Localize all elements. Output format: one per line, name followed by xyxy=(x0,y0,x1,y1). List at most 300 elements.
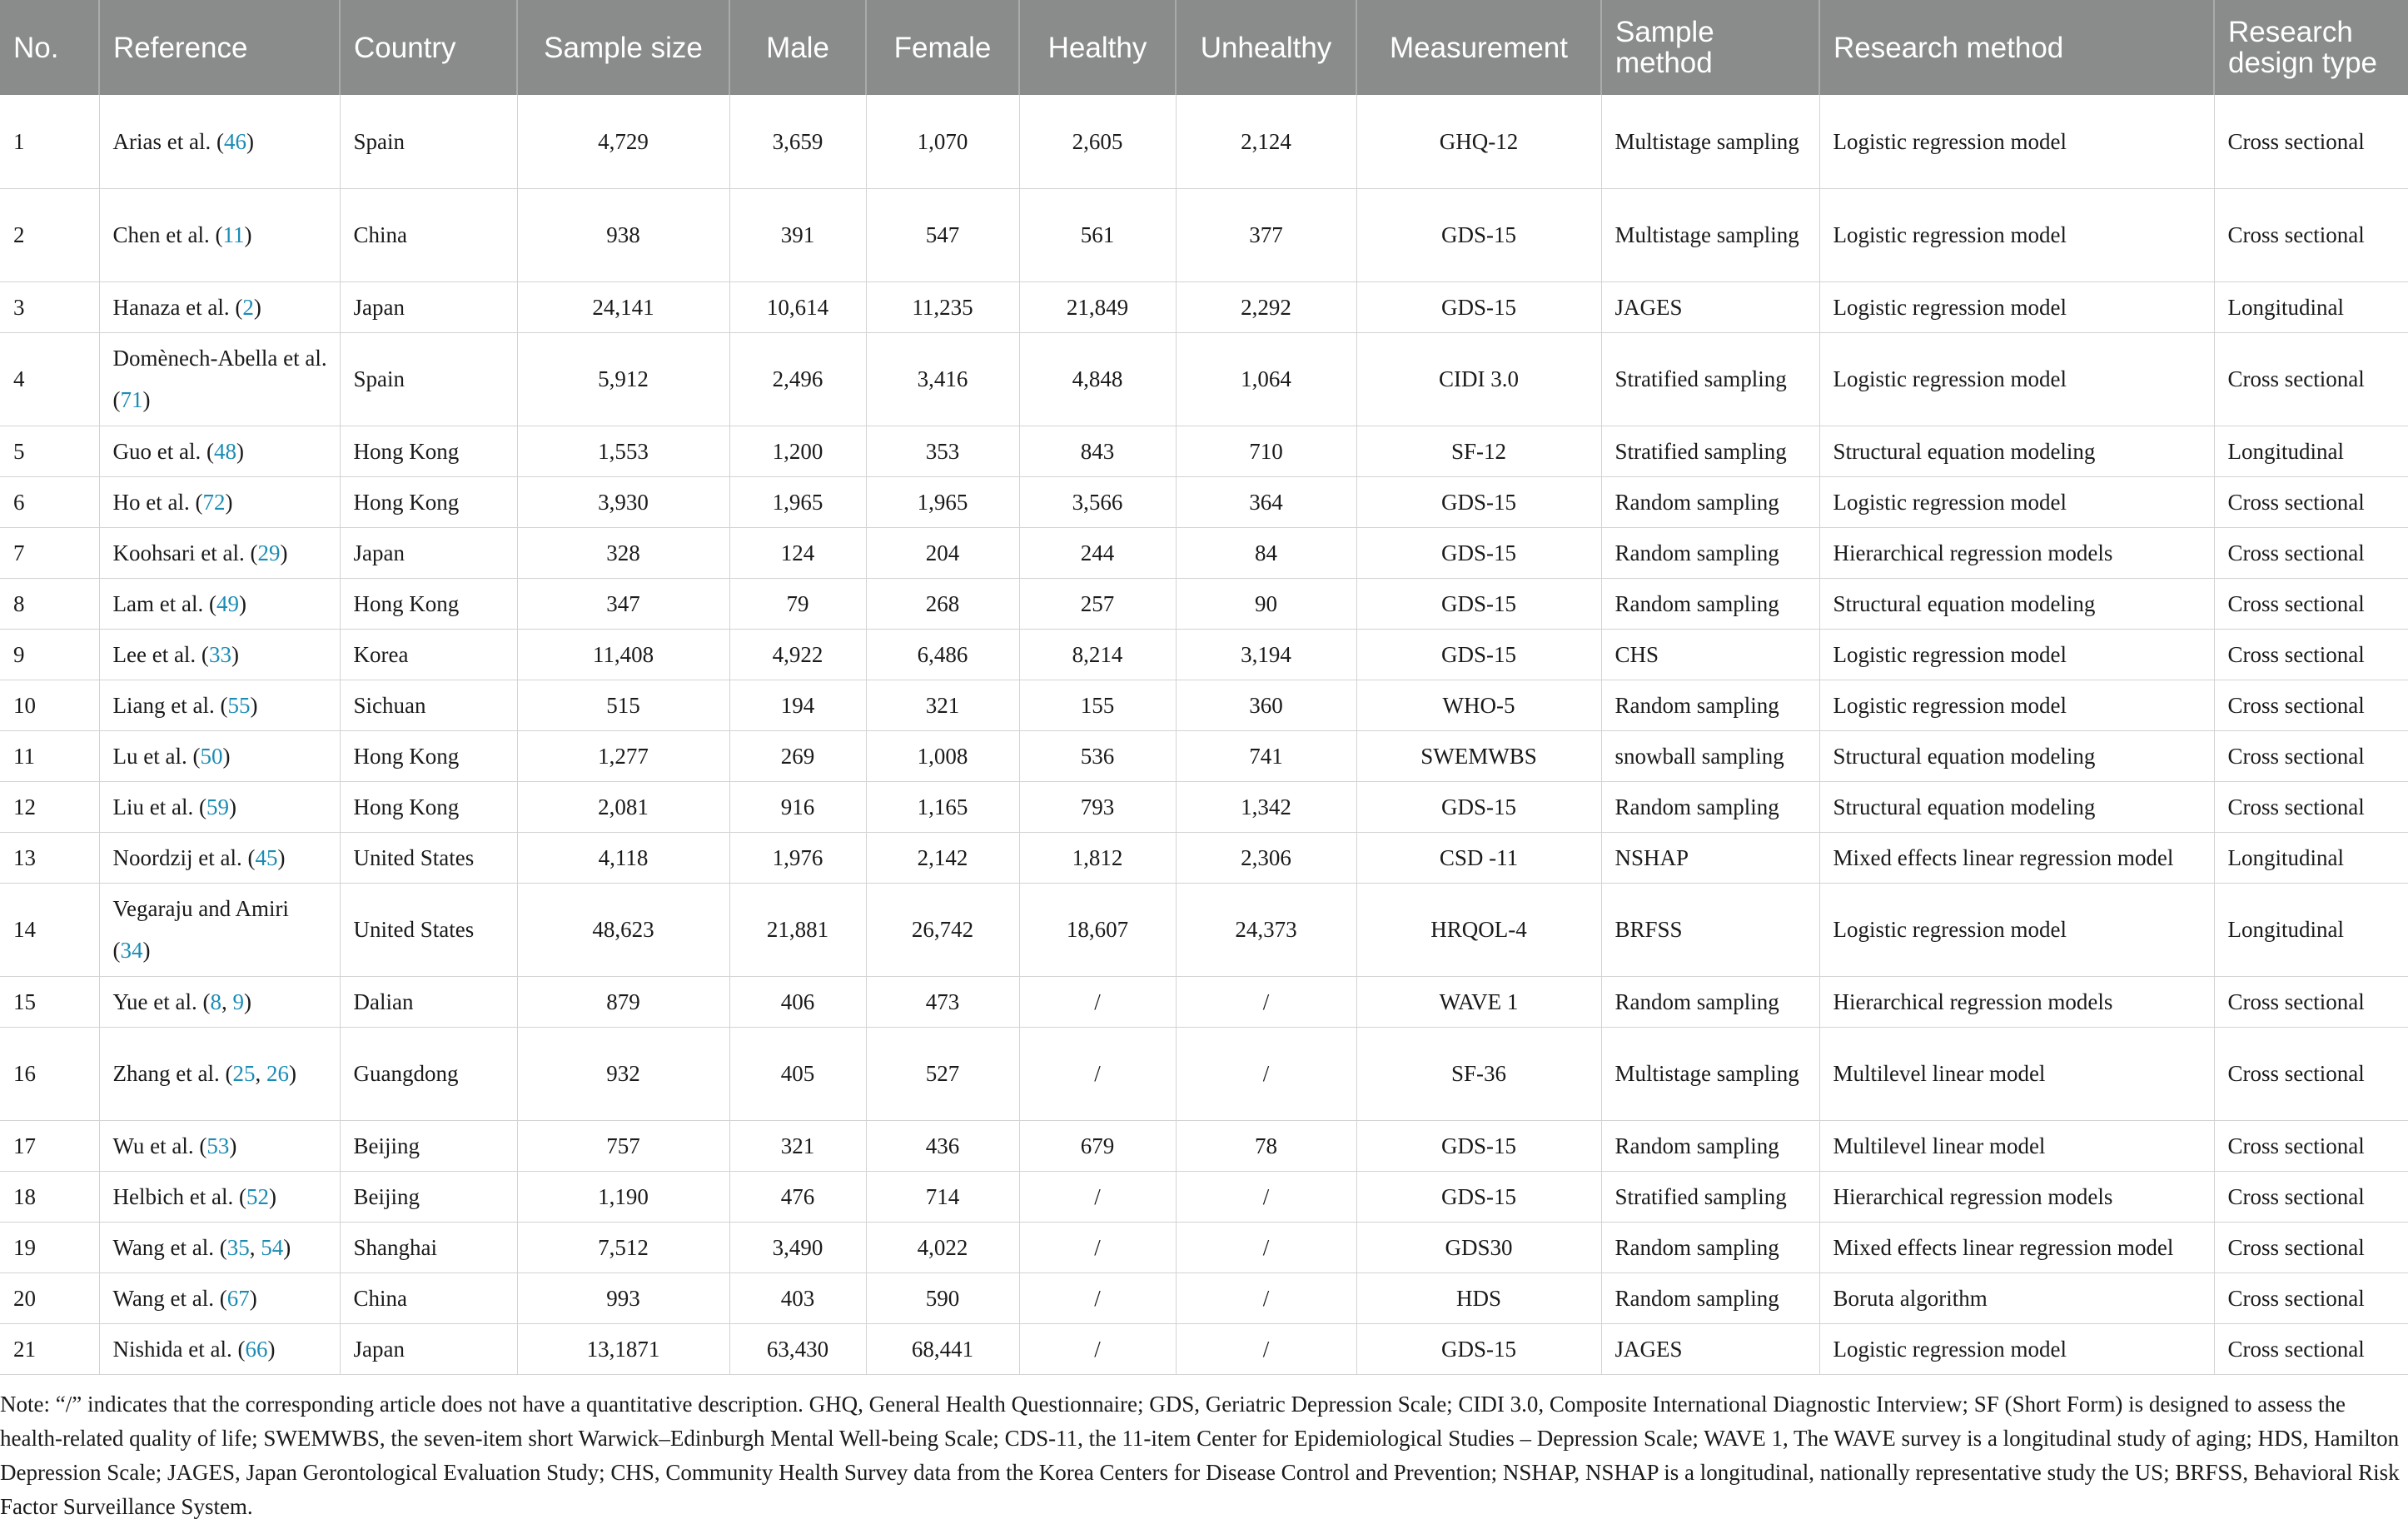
cell-sample-method: Random sampling xyxy=(1601,976,1819,1027)
cell-research-method: Mixed effects linear regression model xyxy=(1819,1222,2214,1272)
header-row xyxy=(0,0,2408,95)
cell-female: 3,416 xyxy=(866,332,1019,426)
cell-no: 1 xyxy=(0,95,99,188)
cell-healthy: 536 xyxy=(1019,730,1176,781)
cell-reference: Yue et al. (8, 9) xyxy=(99,976,340,1027)
cell-unhealthy: 2,124 xyxy=(1176,95,1356,188)
cell-healthy: / xyxy=(1019,1027,1176,1120)
reference-author: Guo et al. ( xyxy=(112,438,214,464)
cell-country: Shanghai xyxy=(340,1222,517,1272)
table-row xyxy=(0,976,2408,1027)
cell-country: Spain xyxy=(340,95,517,188)
citation-link[interactable]: 25 xyxy=(232,1061,256,1086)
reference-author: Wang et al. ( xyxy=(112,1234,227,1260)
cell-healthy: 21,849 xyxy=(1019,281,1176,332)
col-header-male: Male xyxy=(729,0,866,95)
table-row xyxy=(0,476,2408,527)
cell-female: 473 xyxy=(866,976,1019,1027)
cell-design-type: Cross sectional xyxy=(2214,629,2408,680)
cell-unhealthy: 377 xyxy=(1176,188,1356,281)
cell-unhealthy: / xyxy=(1176,1222,1356,1272)
cell-measurement: GDS30 xyxy=(1356,1222,1601,1272)
cell-healthy: / xyxy=(1019,976,1176,1027)
cell-reference: Zhang et al. (25, 26) xyxy=(99,1027,340,1120)
col-header-no: No. xyxy=(0,0,99,95)
cell-reference: Wu et al. (53) xyxy=(99,1120,340,1171)
col-header-female: Female xyxy=(866,0,1019,95)
cell-reference: Lu et al. (50) xyxy=(99,730,340,781)
cell-reference: Vegaraju and Amiri (34) xyxy=(99,883,340,976)
cell-country: Beijing xyxy=(340,1171,517,1222)
cell-male: 194 xyxy=(729,680,866,730)
cell-no: 15 xyxy=(0,976,99,1027)
cell-reference: Domènech-Abella et al. (71) xyxy=(99,332,340,426)
cell-male: 1,965 xyxy=(729,476,866,527)
cell-sample-method: Multistage sampling xyxy=(1601,188,1819,281)
cell-unhealthy: 364 xyxy=(1176,476,1356,527)
cell-sample-method: Random sampling xyxy=(1601,527,1819,578)
cell-sample-size: 5,912 xyxy=(517,332,729,426)
table-row xyxy=(0,426,2408,476)
cell-sample-method: Stratified sampling xyxy=(1601,1171,1819,1222)
cell-no: 9 xyxy=(0,629,99,680)
cell-measurement: GDS-15 xyxy=(1356,629,1601,680)
cell-sample-method: JAGES xyxy=(1601,281,1819,332)
cell-design-type: Longitudinal xyxy=(2214,281,2408,332)
table-row xyxy=(0,188,2408,281)
cell-country: Beijing xyxy=(340,1120,517,1171)
col-header-reference: Reference xyxy=(99,0,340,95)
cell-no: 3 xyxy=(0,281,99,332)
cell-research-method: Logistic regression model xyxy=(1819,95,2214,188)
cell-reference: Wang et al. (35, 54) xyxy=(99,1222,340,1272)
citation-link[interactable]: 52 xyxy=(246,1183,269,1209)
cell-research-method: Logistic regression model xyxy=(1819,1323,2214,1374)
cell-sample-method: BRFSS xyxy=(1601,883,1819,976)
cell-female: 714 xyxy=(866,1171,1019,1222)
cell-healthy: 2,605 xyxy=(1019,95,1176,188)
cell-unhealthy: 2,292 xyxy=(1176,281,1356,332)
cell-male: 79 xyxy=(729,578,866,629)
cell-measurement: GDS-15 xyxy=(1356,476,1601,527)
cell-female: 321 xyxy=(866,680,1019,730)
cell-research-method: Logistic regression model xyxy=(1819,883,2214,976)
cell-sample-method: snowball sampling xyxy=(1601,730,1819,781)
citation-link[interactable]: 59 xyxy=(206,794,229,819)
cell-country: Korea xyxy=(340,629,517,680)
cell-sample-size: 328 xyxy=(517,527,729,578)
cell-research-method: Logistic regression model xyxy=(1819,188,2214,281)
cell-male: 4,922 xyxy=(729,629,866,680)
cell-female: 590 xyxy=(866,1272,1019,1323)
citation-link[interactable]: 11 xyxy=(222,222,245,247)
cell-research-method: Structural equation modeling xyxy=(1819,426,2214,476)
reference-author: Domènech-Abella et al. ( xyxy=(112,346,327,412)
cell-measurement: SWEMWBS xyxy=(1356,730,1601,781)
cell-no: 2 xyxy=(0,188,99,281)
cell-research-method: Structural equation modeling xyxy=(1819,730,2214,781)
cell-male: 405 xyxy=(729,1027,866,1120)
cell-sample-method: CHS xyxy=(1601,629,1819,680)
table-row xyxy=(0,1120,2408,1171)
cell-research-method: Logistic regression model xyxy=(1819,680,2214,730)
cell-unhealthy: / xyxy=(1176,1171,1356,1222)
citation-link[interactable]: 35 xyxy=(226,1234,250,1260)
cell-no: 10 xyxy=(0,680,99,730)
cell-research-method: Logistic regression model xyxy=(1819,629,2214,680)
cell-design-type: Cross sectional xyxy=(2214,781,2408,832)
cell-unhealthy: / xyxy=(1176,976,1356,1027)
cell-research-method: Multilevel linear model xyxy=(1819,1027,2214,1120)
cell-no: 18 xyxy=(0,1171,99,1222)
cell-measurement: CSD -11 xyxy=(1356,832,1601,883)
citation-link[interactable]: 45 xyxy=(255,844,278,870)
cell-male: 3,659 xyxy=(729,95,866,188)
cell-research-method: Boruta algorithm xyxy=(1819,1272,2214,1323)
cell-no: 8 xyxy=(0,578,99,629)
reference-author: Ho et al. ( xyxy=(112,489,203,515)
cell-unhealthy: 78 xyxy=(1176,1120,1356,1171)
cell-sample-size: 13,1871 xyxy=(517,1323,729,1374)
cell-sample-method: Stratified sampling xyxy=(1601,332,1819,426)
citation-link[interactable]: 46 xyxy=(223,128,246,154)
cell-measurement: HDS xyxy=(1356,1272,1601,1323)
table-row xyxy=(0,1323,2408,1374)
citation-link[interactable]: 67 xyxy=(226,1285,250,1311)
col-header-measurement: Measurement xyxy=(1356,0,1601,95)
cell-country: Hong Kong xyxy=(340,578,517,629)
cell-sample-size: 48,623 xyxy=(517,883,729,976)
cell-reference: Lam et al. (49) xyxy=(99,578,340,629)
cell-no: 5 xyxy=(0,426,99,476)
cell-design-type: Cross sectional xyxy=(2214,976,2408,1027)
cell-sample-method: Random sampling xyxy=(1601,1222,1819,1272)
cell-research-method: Hierarchical regression models xyxy=(1819,527,2214,578)
cell-measurement: WAVE 1 xyxy=(1356,976,1601,1027)
cell-female: 527 xyxy=(866,1027,1019,1120)
cell-reference: Arias et al. (46) xyxy=(99,95,340,188)
cell-male: 406 xyxy=(729,976,866,1027)
cell-reference: Nishida et al. (66) xyxy=(99,1323,340,1374)
cell-measurement: GDS-15 xyxy=(1356,1323,1601,1374)
cell-male: 124 xyxy=(729,527,866,578)
cell-male: 916 xyxy=(729,781,866,832)
table-row xyxy=(0,1272,2408,1323)
cell-no: 12 xyxy=(0,781,99,832)
citation-link[interactable]: 49 xyxy=(216,590,239,616)
cell-sample-method: Random sampling xyxy=(1601,680,1819,730)
cell-sample-method: Random sampling xyxy=(1601,476,1819,527)
table-row xyxy=(0,95,2408,188)
cell-female: 436 xyxy=(866,1120,1019,1171)
cell-measurement: SF-36 xyxy=(1356,1027,1601,1120)
cell-reference: Liu et al. (59) xyxy=(99,781,340,832)
cell-sample-method: JAGES xyxy=(1601,1323,1819,1374)
cell-measurement: GDS-15 xyxy=(1356,281,1601,332)
cell-reference: Liang et al. (55) xyxy=(99,680,340,730)
cell-design-type: Cross sectional xyxy=(2214,1120,2408,1171)
cell-no: 13 xyxy=(0,832,99,883)
table-row xyxy=(0,883,2408,976)
cell-measurement: WHO-5 xyxy=(1356,680,1601,730)
cell-unhealthy: 24,373 xyxy=(1176,883,1356,976)
cell-measurement: GHQ-12 xyxy=(1356,95,1601,188)
cell-no: 17 xyxy=(0,1120,99,1171)
cell-design-type: Cross sectional xyxy=(2214,1272,2408,1323)
cell-male: 2,496 xyxy=(729,332,866,426)
cell-sample-method: Multistage sampling xyxy=(1601,95,1819,188)
citation-link[interactable]: 33 xyxy=(208,641,231,667)
cell-design-type: Cross sectional xyxy=(2214,730,2408,781)
cell-research-method: Hierarchical regression models xyxy=(1819,976,2214,1027)
cell-sample-size: 938 xyxy=(517,188,729,281)
table-row xyxy=(0,527,2408,578)
citation-link[interactable]: 2 xyxy=(242,294,254,320)
cell-sample-method: Stratified sampling xyxy=(1601,426,1819,476)
cell-sample-size: 347 xyxy=(517,578,729,629)
cell-research-method: Structural equation modeling xyxy=(1819,578,2214,629)
table-row xyxy=(0,1171,2408,1222)
reference-author: Liu et al. ( xyxy=(112,794,206,819)
citation-link[interactable]: 72 xyxy=(202,489,226,515)
cell-female: 1,070 xyxy=(866,95,1019,188)
cell-no: 4 xyxy=(0,332,99,426)
cell-female: 547 xyxy=(866,188,1019,281)
cell-sample-size: 879 xyxy=(517,976,729,1027)
cell-healthy: 3,566 xyxy=(1019,476,1176,527)
cell-country: Hong Kong xyxy=(340,476,517,527)
cell-country: Japan xyxy=(340,281,517,332)
cell-sample-size: 24,141 xyxy=(517,281,729,332)
table-row xyxy=(0,1027,2408,1120)
cell-sample-size: 7,512 xyxy=(517,1222,729,1272)
citation-link[interactable]: 50 xyxy=(200,743,223,769)
col-header-unhealthy: Unhealthy xyxy=(1176,0,1356,95)
citation-link[interactable]: 26 xyxy=(266,1061,289,1086)
col-header-healthy: Healthy xyxy=(1019,0,1176,95)
cell-sample-size: 4,729 xyxy=(517,95,729,188)
cell-measurement: GDS-15 xyxy=(1356,527,1601,578)
cell-reference: Guo et al. (48) xyxy=(99,426,340,476)
citation-link[interactable]: 54 xyxy=(261,1234,284,1260)
cell-sample-method: Random sampling xyxy=(1601,1272,1819,1323)
reference-author: Wu et al. ( xyxy=(112,1133,207,1158)
cell-design-type: Longitudinal xyxy=(2214,426,2408,476)
cell-male: 1,976 xyxy=(729,832,866,883)
cell-research-method: Logistic regression model xyxy=(1819,476,2214,527)
citation-link[interactable]: 66 xyxy=(245,1336,268,1362)
cell-male: 21,881 xyxy=(729,883,866,976)
cell-country: China xyxy=(340,1272,517,1323)
cell-research-method: Mixed effects linear regression model xyxy=(1819,832,2214,883)
cell-healthy: 793 xyxy=(1019,781,1176,832)
cell-healthy: 8,214 xyxy=(1019,629,1176,680)
cell-female: 204 xyxy=(866,527,1019,578)
cell-healthy: 679 xyxy=(1019,1120,1176,1171)
cell-sample-size: 11,408 xyxy=(517,629,729,680)
cell-healthy: / xyxy=(1019,1323,1176,1374)
cell-reference: Wang et al. (67) xyxy=(99,1272,340,1323)
cell-sample-method: Multistage sampling xyxy=(1601,1027,1819,1120)
cell-sample-size: 993 xyxy=(517,1272,729,1323)
reference-author: Koohsari et al. ( xyxy=(112,540,258,565)
col-header-country: Country xyxy=(340,0,517,95)
cell-sample-size: 515 xyxy=(517,680,729,730)
cell-female: 68,441 xyxy=(866,1323,1019,1374)
reference-author: Hanaza et al. ( xyxy=(112,294,243,320)
cell-sample-size: 932 xyxy=(517,1027,729,1120)
cell-sample-method: Random sampling xyxy=(1601,781,1819,832)
cell-unhealthy: / xyxy=(1176,1272,1356,1323)
cell-no: 7 xyxy=(0,527,99,578)
cell-female: 268 xyxy=(866,578,1019,629)
cell-healthy: 4,848 xyxy=(1019,332,1176,426)
cell-female: 4,022 xyxy=(866,1222,1019,1272)
cell-female: 1,008 xyxy=(866,730,1019,781)
cell-unhealthy: 2,306 xyxy=(1176,832,1356,883)
cell-female: 1,965 xyxy=(866,476,1019,527)
cell-design-type: Cross sectional xyxy=(2214,680,2408,730)
cell-sample-size: 2,081 xyxy=(517,781,729,832)
cell-unhealthy: 710 xyxy=(1176,426,1356,476)
cell-female: 11,235 xyxy=(866,281,1019,332)
col-header-sample-method: Sample method xyxy=(1601,0,1819,95)
cell-no: 19 xyxy=(0,1222,99,1272)
citation-link[interactable]: 53 xyxy=(206,1133,230,1158)
cell-country: Sichuan xyxy=(340,680,517,730)
citation-link[interactable]: 29 xyxy=(257,540,281,565)
cell-no: 11 xyxy=(0,730,99,781)
cell-healthy: / xyxy=(1019,1272,1176,1323)
cell-sample-size: 3,930 xyxy=(517,476,729,527)
reference-author: Lu et al. ( xyxy=(112,743,201,769)
cell-country: Spain xyxy=(340,332,517,426)
cell-unhealthy: / xyxy=(1176,1027,1356,1120)
cell-research-method: Structural equation modeling xyxy=(1819,781,2214,832)
cell-country: United States xyxy=(340,883,517,976)
citation-link[interactable]: 71 xyxy=(120,387,143,412)
cell-measurement: GDS-15 xyxy=(1356,578,1601,629)
cell-no: 20 xyxy=(0,1272,99,1323)
cell-research-method: Hierarchical regression models xyxy=(1819,1171,2214,1222)
cell-unhealthy: 84 xyxy=(1176,527,1356,578)
cell-design-type: Cross sectional xyxy=(2214,1222,2408,1272)
cell-sample-size: 1,277 xyxy=(517,730,729,781)
table-row xyxy=(0,332,2408,426)
cell-no: 16 xyxy=(0,1027,99,1120)
cell-research-method: Logistic regression model xyxy=(1819,281,2214,332)
cell-research-method: Multilevel linear model xyxy=(1819,1120,2214,1171)
cell-male: 391 xyxy=(729,188,866,281)
cell-male: 1,200 xyxy=(729,426,866,476)
cell-sample-size: 1,190 xyxy=(517,1171,729,1222)
reference-author: Vegaraju and Amiri ( xyxy=(112,896,289,963)
reference-author: Arias et al. ( xyxy=(112,128,224,154)
cell-measurement: HRQOL-4 xyxy=(1356,883,1601,976)
reference-author: Zhang et al. ( xyxy=(112,1061,233,1086)
cell-sample-method: Random sampling xyxy=(1601,578,1819,629)
cell-unhealthy: 1,064 xyxy=(1176,332,1356,426)
cell-design-type: Cross sectional xyxy=(2214,332,2408,426)
cell-male: 3,490 xyxy=(729,1222,866,1272)
cell-sample-method: NSHAP xyxy=(1601,832,1819,883)
reference-author: Helbich et al. ( xyxy=(112,1183,246,1209)
table-row xyxy=(0,781,2408,832)
table-row xyxy=(0,1222,2408,1272)
cell-design-type: Cross sectional xyxy=(2214,1171,2408,1222)
cell-reference: Noordzij et al. (45) xyxy=(99,832,340,883)
cell-design-type: Cross sectional xyxy=(2214,476,2408,527)
cell-country: United States xyxy=(340,832,517,883)
citation-link[interactable]: 8 xyxy=(210,989,221,1014)
col-header-sample-size: Sample size xyxy=(517,0,729,95)
table-row xyxy=(0,281,2408,332)
citation-link[interactable]: 34 xyxy=(120,938,143,963)
table-header xyxy=(0,0,2408,95)
reference-author: Nishida et al. ( xyxy=(112,1336,246,1362)
cell-country: Japan xyxy=(340,527,517,578)
reference-author: Chen et al. ( xyxy=(112,222,223,247)
table-row xyxy=(0,832,2408,883)
cell-country: Hong Kong xyxy=(340,730,517,781)
cell-reference: Helbich et al. (52) xyxy=(99,1171,340,1222)
cell-reference: Hanaza et al. (2) xyxy=(99,281,340,332)
cell-male: 321 xyxy=(729,1120,866,1171)
cell-design-type: Cross sectional xyxy=(2214,1323,2408,1374)
cell-reference: Lee et al. (33) xyxy=(99,629,340,680)
cell-country: Japan xyxy=(340,1323,517,1374)
cell-country: Guangdong xyxy=(340,1027,517,1120)
table-row xyxy=(0,680,2408,730)
cell-sample-size: 4,118 xyxy=(517,832,729,883)
cell-male: 476 xyxy=(729,1171,866,1222)
cell-measurement: SF-12 xyxy=(1356,426,1601,476)
cell-female: 6,486 xyxy=(866,629,1019,680)
reference-author: Wang et al. ( xyxy=(112,1285,227,1311)
cell-design-type: Cross sectional xyxy=(2214,188,2408,281)
cell-measurement: GDS-15 xyxy=(1356,1171,1601,1222)
cell-healthy: 18,607 xyxy=(1019,883,1176,976)
cell-healthy: 1,812 xyxy=(1019,832,1176,883)
citation-link[interactable]: 55 xyxy=(227,692,251,718)
table-row xyxy=(0,578,2408,629)
cell-unhealthy: 741 xyxy=(1176,730,1356,781)
col-header-design-type: Research design type xyxy=(2214,0,2408,95)
cell-unhealthy: 90 xyxy=(1176,578,1356,629)
cell-healthy: 843 xyxy=(1019,426,1176,476)
table-body xyxy=(0,95,2408,1374)
cell-country: Hong Kong xyxy=(340,781,517,832)
cell-female: 353 xyxy=(866,426,1019,476)
cell-healthy: / xyxy=(1019,1171,1176,1222)
reference-author: Yue et al. ( xyxy=(112,989,211,1014)
cell-reference: Koohsari et al. (29) xyxy=(99,527,340,578)
cell-design-type: Cross sectional xyxy=(2214,1027,2408,1120)
col-header-research-method: Research method xyxy=(1819,0,2214,95)
cell-sample-method: Random sampling xyxy=(1601,1120,1819,1171)
cell-no: 21 xyxy=(0,1323,99,1374)
cell-country: Hong Kong xyxy=(340,426,517,476)
cell-reference: Ho et al. (72) xyxy=(99,476,340,527)
cell-design-type: Longitudinal xyxy=(2214,832,2408,883)
cell-unhealthy: 1,342 xyxy=(1176,781,1356,832)
cell-healthy: 155 xyxy=(1019,680,1176,730)
cell-design-type: Cross sectional xyxy=(2214,527,2408,578)
cell-unhealthy: / xyxy=(1176,1323,1356,1374)
citation-link[interactable]: 9 xyxy=(232,989,244,1014)
cell-country: China xyxy=(340,188,517,281)
citation-link[interactable]: 48 xyxy=(213,438,236,464)
